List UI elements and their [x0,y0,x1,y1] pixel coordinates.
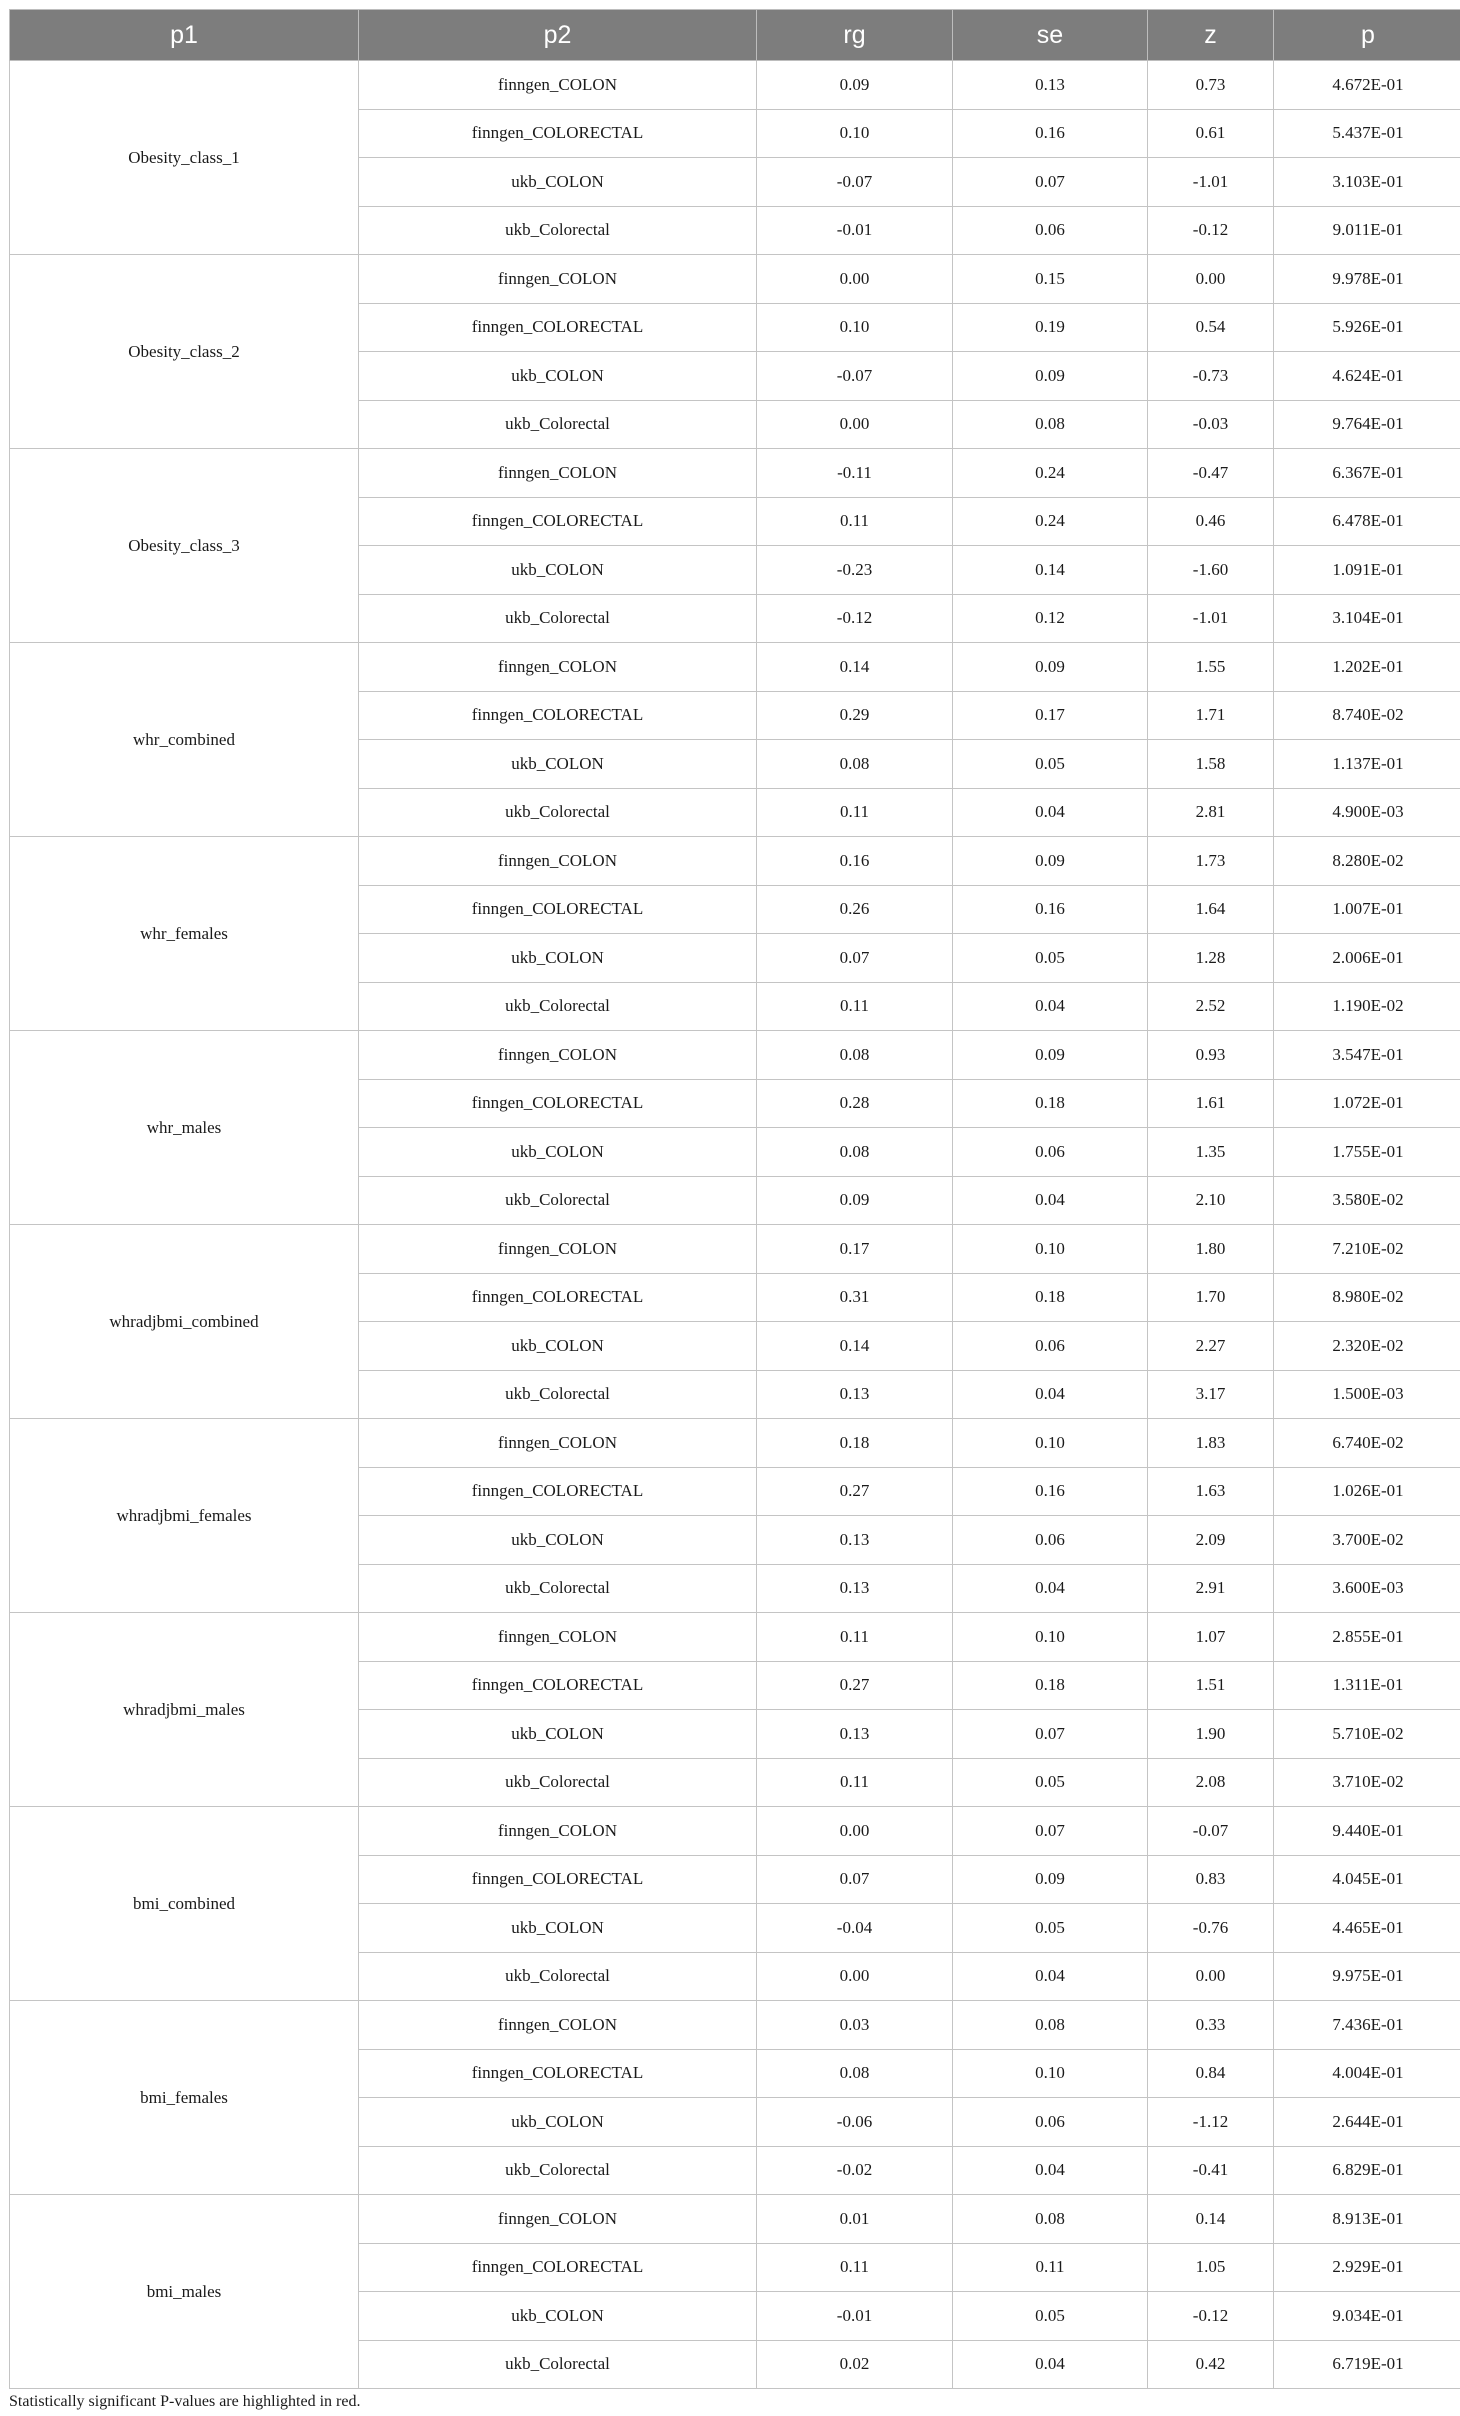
table-row [10,1225,1460,1274]
cell-rg: 0.08 [757,1031,953,1080]
cell-se: 0.09 [953,1855,1148,1904]
cell-se: 0.09 [953,643,1148,692]
cell-p2: ukb_Colorectal [359,1176,757,1225]
cell-se: 0.15 [953,255,1148,304]
cell-z: 1.80 [1148,1225,1274,1274]
cell-p: 3.580E-02 [1274,1176,1460,1225]
cell-p2: finngen_COLON [359,449,757,498]
cell-z: 1.71 [1148,691,1274,740]
cell-z: 2.91 [1148,1564,1274,1613]
cell-rg: 0.11 [757,788,953,837]
cell-z: 2.81 [1148,788,1274,837]
cell-se: 0.05 [953,2292,1148,2341]
cell-se: 0.24 [953,449,1148,498]
cell-p2: ukb_Colorectal [359,2146,757,2195]
cell-p: 4.672E-01 [1274,61,1460,110]
cell-rg: -0.07 [757,158,953,207]
cell-z: 1.64 [1148,885,1274,934]
cell-rg: -0.01 [757,2292,953,2341]
cell-p: 7.210E-02 [1274,1225,1460,1274]
cell-p2: ukb_COLON [359,934,757,983]
cell-p2: ukb_COLON [359,2292,757,2341]
cell-p2: ukb_COLON [359,158,757,207]
cell-rg: 0.08 [757,2049,953,2098]
cell-p: 6.740E-02 [1274,1419,1460,1468]
cell-se: 0.04 [953,1176,1148,1225]
cell-se: 0.07 [953,1710,1148,1759]
cell-rg: 0.31 [757,1273,953,1322]
cell-z: 1.55 [1148,643,1274,692]
cell-p2: ukb_Colorectal [359,2340,757,2389]
cell-p: 7.436E-01 [1274,2001,1460,2050]
table-row [10,449,1460,498]
cell-rg: 0.07 [757,934,953,983]
table-header [10,10,1460,61]
cell-p: 4.004E-01 [1274,2049,1460,2098]
cell-p: 8.980E-02 [1274,1273,1460,1322]
cell-p: 1.026E-01 [1274,1467,1460,1516]
cell-p2: finngen_COLORECTAL [359,885,757,934]
cell-p2: finngen_COLORECTAL [359,2243,757,2292]
cell-se: 0.08 [953,400,1148,449]
header-row [10,10,1460,61]
cell-z: -0.07 [1148,1807,1274,1856]
cell-p2: finngen_COLORECTAL [359,1273,757,1322]
cell-se: 0.06 [953,1128,1148,1177]
cell-rg: 0.08 [757,740,953,789]
cell-se: 0.05 [953,934,1148,983]
cell-rg: -0.23 [757,546,953,595]
cell-p2: finngen_COLON [359,1419,757,1468]
cell-se: 0.05 [953,1904,1148,1953]
cell-se: 0.04 [953,982,1148,1031]
cell-p2: ukb_Colorectal [359,1370,757,1419]
cell-se: 0.09 [953,352,1148,401]
cell-p2: ukb_COLON [359,352,757,401]
cell-rg: 0.00 [757,255,953,304]
cell-rg: 0.02 [757,2340,953,2389]
cell-se: 0.24 [953,497,1148,546]
cell-se: 0.10 [953,2049,1148,2098]
cell-p2: ukb_COLON [359,1322,757,1371]
cell-p2: finngen_COLON [359,2195,757,2244]
cell-p: 1.091E-01 [1274,546,1460,595]
cell-p2: finngen_COLON [359,837,757,886]
table-row [10,1419,1460,1468]
table-row [10,1031,1460,1080]
header-z: z [1148,10,1274,61]
cell-rg: -0.04 [757,1904,953,1953]
cell-z: 1.51 [1148,1661,1274,1710]
cell-z: 0.73 [1148,61,1274,110]
cell-p2: ukb_Colorectal [359,788,757,837]
cell-se: 0.10 [953,1419,1148,1468]
cell-se: 0.08 [953,2001,1148,2050]
cell-p: 1.202E-01 [1274,643,1460,692]
cell-rg: 0.11 [757,1613,953,1662]
cell-se: 0.06 [953,2098,1148,2147]
cell-p1: whradjbmi_females [10,1419,359,1613]
cell-z: -0.12 [1148,206,1274,255]
cell-se: 0.08 [953,2195,1148,2244]
cell-z: -1.01 [1148,594,1274,643]
cell-p: 1.755E-01 [1274,1128,1460,1177]
cell-rg: 0.11 [757,982,953,1031]
cell-p: 1.500E-03 [1274,1370,1460,1419]
table-row [10,255,1460,304]
cell-p: 1.137E-01 [1274,740,1460,789]
cell-z: 1.70 [1148,1273,1274,1322]
cell-rg: 0.14 [757,643,953,692]
cell-p2: ukb_COLON [359,1128,757,1177]
cell-p: 9.440E-01 [1274,1807,1460,1856]
cell-se: 0.06 [953,206,1148,255]
cell-rg: 0.14 [757,1322,953,1371]
cell-se: 0.18 [953,1273,1148,1322]
cell-z: 2.08 [1148,1758,1274,1807]
cell-se: 0.12 [953,594,1148,643]
cell-p: 5.926E-01 [1274,303,1460,352]
cell-p2: finngen_COLORECTAL [359,1661,757,1710]
cell-z: -0.41 [1148,2146,1274,2195]
cell-rg: 0.27 [757,1661,953,1710]
cell-z: 0.54 [1148,303,1274,352]
cell-p1: whradjbmi_combined [10,1225,359,1419]
cell-se: 0.06 [953,1516,1148,1565]
cell-p: 6.367E-01 [1274,449,1460,498]
cell-se: 0.10 [953,1225,1148,1274]
cell-p: 9.011E-01 [1274,206,1460,255]
cell-p: 6.829E-01 [1274,2146,1460,2195]
cell-rg: 0.17 [757,1225,953,1274]
cell-z: 1.28 [1148,934,1274,983]
cell-z: 0.61 [1148,109,1274,158]
cell-z: -0.73 [1148,352,1274,401]
cell-p: 2.855E-01 [1274,1613,1460,1662]
cell-p2: finngen_COLON [359,1225,757,1274]
header-p2: p2 [359,10,757,61]
cell-z: 1.83 [1148,1419,1274,1468]
cell-p2: ukb_Colorectal [359,982,757,1031]
cell-p2: finngen_COLORECTAL [359,109,757,158]
cell-p2: finngen_COLORECTAL [359,1467,757,1516]
cell-p2: ukb_Colorectal [359,1758,757,1807]
cell-se: 0.13 [953,61,1148,110]
cell-z: 0.84 [1148,2049,1274,2098]
cell-p: 8.913E-01 [1274,2195,1460,2244]
cell-z: 2.52 [1148,982,1274,1031]
cell-p: 9.978E-01 [1274,255,1460,304]
table-row [10,2195,1460,2244]
cell-p: 9.975E-01 [1274,1952,1460,2001]
cell-p: 1.007E-01 [1274,885,1460,934]
cell-z: 1.07 [1148,1613,1274,1662]
cell-rg: 0.07 [757,1855,953,1904]
cell-p: 4.465E-01 [1274,1904,1460,1953]
cell-se: 0.04 [953,1564,1148,1613]
cell-p2: finngen_COLORECTAL [359,303,757,352]
cell-p: 9.764E-01 [1274,400,1460,449]
cell-rg: 0.28 [757,1079,953,1128]
cell-rg: -0.06 [757,2098,953,2147]
cell-p2: ukb_Colorectal [359,206,757,255]
cell-p1: bmi_males [10,2195,359,2389]
cell-rg: -0.12 [757,594,953,643]
cell-p2: ukb_Colorectal [359,594,757,643]
cell-p1: bmi_females [10,2001,359,2195]
cell-z: 0.46 [1148,497,1274,546]
table-row [10,2001,1460,2050]
table-row [10,837,1460,886]
cell-p2: ukb_COLON [359,1516,757,1565]
cell-p: 3.710E-02 [1274,1758,1460,1807]
cell-p2: ukb_COLON [359,740,757,789]
cell-rg: 0.11 [757,2243,953,2292]
cell-se: 0.04 [953,1952,1148,2001]
cell-se: 0.19 [953,303,1148,352]
cell-p2: finngen_COLON [359,2001,757,2050]
cell-p: 1.072E-01 [1274,1079,1460,1128]
cell-se: 0.06 [953,1322,1148,1371]
cell-p: 2.929E-01 [1274,2243,1460,2292]
cell-rg: 0.18 [757,1419,953,1468]
cell-p2: finngen_COLORECTAL [359,2049,757,2098]
cell-z: 1.05 [1148,2243,1274,2292]
cell-rg: 0.26 [757,885,953,934]
cell-rg: 0.13 [757,1564,953,1613]
cell-z: 1.61 [1148,1079,1274,1128]
cell-p2: finngen_COLON [359,643,757,692]
cell-rg: 0.09 [757,1176,953,1225]
cell-z: 0.00 [1148,1952,1274,2001]
table-row [10,643,1460,692]
cell-p: 1.311E-01 [1274,1661,1460,1710]
cell-p: 8.280E-02 [1274,837,1460,886]
cell-rg: 0.13 [757,1710,953,1759]
cell-p: 5.710E-02 [1274,1710,1460,1759]
cell-se: 0.16 [953,885,1148,934]
cell-se: 0.04 [953,1370,1148,1419]
cell-z: 0.83 [1148,1855,1274,1904]
cell-p: 8.740E-02 [1274,691,1460,740]
cell-p: 4.900E-03 [1274,788,1460,837]
cell-se: 0.10 [953,1613,1148,1662]
cell-z: 3.17 [1148,1370,1274,1419]
cell-z: 0.14 [1148,2195,1274,2244]
cell-rg: -0.02 [757,2146,953,2195]
cell-se: 0.11 [953,2243,1148,2292]
table-row [10,1613,1460,1662]
table-row [10,1807,1460,1856]
cell-se: 0.18 [953,1661,1148,1710]
cell-z: 2.27 [1148,1322,1274,1371]
cell-z: 0.93 [1148,1031,1274,1080]
cell-p1: whr_males [10,1031,359,1225]
cell-se: 0.04 [953,788,1148,837]
cell-p1: Obesity_class_2 [10,255,359,449]
cell-p2: ukb_COLON [359,1710,757,1759]
cell-p: 6.719E-01 [1274,2340,1460,2389]
cell-z: 1.58 [1148,740,1274,789]
cell-p2: finngen_COLON [359,1031,757,1080]
cell-p: 3.547E-01 [1274,1031,1460,1080]
header-se: se [953,10,1148,61]
cell-se: 0.04 [953,2340,1148,2389]
cell-p: 1.190E-02 [1274,982,1460,1031]
cell-z: 2.09 [1148,1516,1274,1565]
cell-rg: -0.01 [757,206,953,255]
cell-rg: 0.27 [757,1467,953,1516]
cell-rg: 0.10 [757,303,953,352]
cell-z: 0.33 [1148,2001,1274,2050]
cell-rg: 0.08 [757,1128,953,1177]
cell-z: 0.00 [1148,255,1274,304]
cell-z: -1.12 [1148,2098,1274,2147]
cell-rg: 0.11 [757,497,953,546]
cell-p2: ukb_COLON [359,2098,757,2147]
cell-rg: 0.00 [757,1807,953,1856]
cell-p2: finngen_COLORECTAL [359,691,757,740]
cell-p2: ukb_Colorectal [359,1564,757,1613]
cell-se: 0.16 [953,1467,1148,1516]
cell-z: 1.90 [1148,1710,1274,1759]
cell-p2: ukb_COLON [359,546,757,595]
cell-se: 0.04 [953,2146,1148,2195]
cell-p: 2.320E-02 [1274,1322,1460,1371]
cell-p2: finngen_COLON [359,255,757,304]
cell-p2: finngen_COLON [359,61,757,110]
cell-p: 3.700E-02 [1274,1516,1460,1565]
cell-p: 9.034E-01 [1274,2292,1460,2341]
cell-rg: 0.00 [757,1952,953,2001]
cell-p: 4.624E-01 [1274,352,1460,401]
cell-p2: ukb_Colorectal [359,400,757,449]
cell-rg: 0.00 [757,400,953,449]
cell-p2: finngen_COLORECTAL [359,1855,757,1904]
table-footnote: Statistically significant P-values are highlighted in red. [9,2393,361,2410]
cell-rg: 0.16 [757,837,953,886]
cell-rg: 0.11 [757,1758,953,1807]
cell-p: 3.600E-03 [1274,1564,1460,1613]
cell-p1: bmi_combined [10,1807,359,2001]
cell-se: 0.17 [953,691,1148,740]
cell-p: 5.437E-01 [1274,109,1460,158]
cell-rg: -0.11 [757,449,953,498]
cell-p: 3.103E-01 [1274,158,1460,207]
cell-se: 0.18 [953,1079,1148,1128]
cell-se: 0.14 [953,546,1148,595]
cell-se: 0.07 [953,1807,1148,1856]
header-p1: p1 [10,10,359,61]
cell-p2: ukb_Colorectal [359,1952,757,2001]
cell-se: 0.09 [953,1031,1148,1080]
cell-p2: finngen_COLORECTAL [359,497,757,546]
cell-se: 0.09 [953,837,1148,886]
cell-z: 0.42 [1148,2340,1274,2389]
cell-se: 0.07 [953,158,1148,207]
cell-p2: finngen_COLORECTAL [359,1079,757,1128]
cell-z: 1.63 [1148,1467,1274,1516]
cell-rg: 0.29 [757,691,953,740]
cell-rg: 0.13 [757,1516,953,1565]
cell-se: 0.05 [953,1758,1148,1807]
cell-rg: -0.07 [757,352,953,401]
table-row [10,61,1460,110]
cell-z: 1.73 [1148,837,1274,886]
cell-rg: 0.10 [757,109,953,158]
cell-rg: 0.13 [757,1370,953,1419]
header-rg: rg [757,10,953,61]
cell-z: -0.12 [1148,2292,1274,2341]
table-container [9,9,1460,2389]
cell-z: -0.03 [1148,400,1274,449]
cell-z: -1.01 [1148,158,1274,207]
cell-rg: 0.03 [757,2001,953,2050]
cell-p: 6.478E-01 [1274,497,1460,546]
cell-p2: finngen_COLON [359,1613,757,1662]
cell-p: 3.104E-01 [1274,594,1460,643]
cell-rg: 0.09 [757,61,953,110]
cell-rg: 0.01 [757,2195,953,2244]
cell-p2: finngen_COLON [359,1807,757,1856]
cell-p1: whr_females [10,837,359,1031]
table-body [10,61,1460,2389]
cell-p: 2.006E-01 [1274,934,1460,983]
cell-p1: Obesity_class_3 [10,449,359,643]
cell-z: -0.47 [1148,449,1274,498]
cell-p: 2.644E-01 [1274,2098,1460,2147]
header-p: p [1274,10,1460,61]
cell-se: 0.16 [953,109,1148,158]
cell-p1: whradjbmi_males [10,1613,359,1807]
cell-p1: Obesity_class_1 [10,61,359,255]
cell-p: 4.045E-01 [1274,1855,1460,1904]
results-table [9,9,1460,2389]
cell-se: 0.05 [953,740,1148,789]
cell-z: 2.10 [1148,1176,1274,1225]
cell-p1: whr_combined [10,643,359,837]
cell-z: -0.76 [1148,1904,1274,1953]
cell-z: 1.35 [1148,1128,1274,1177]
cell-z: -1.60 [1148,546,1274,595]
cell-p2: ukb_COLON [359,1904,757,1953]
